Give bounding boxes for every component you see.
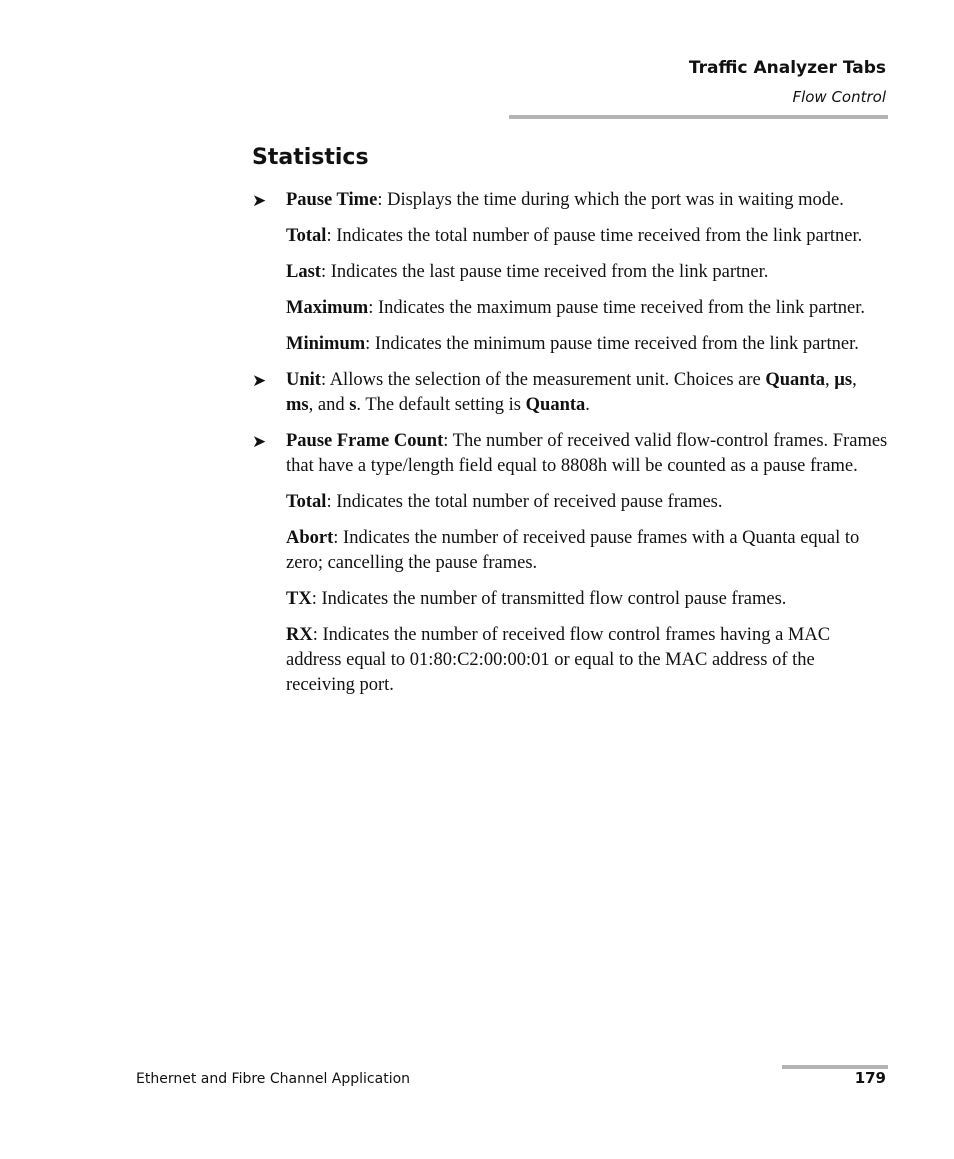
arrow-bullet-icon: ➤ [252, 191, 267, 211]
content [252, 188, 888, 709]
para-frame-tx [286, 587, 888, 612]
term-pause-time: Pause Time [286, 190, 378, 210]
arrow-bullet-icon: ➤ [252, 371, 267, 391]
term-total: Total [286, 492, 327, 512]
term-minimum: Minimum [286, 334, 366, 354]
unit-sep: , and [308, 395, 350, 415]
term-tx: TX [286, 589, 312, 609]
unit-sep: , [825, 370, 835, 390]
header-rule [509, 115, 888, 119]
unit-choice-us: µs [834, 370, 853, 390]
section-title: Statistics [252, 145, 369, 170]
term-maximum: Maximum [286, 298, 369, 318]
para-pause-maximum [286, 296, 888, 321]
running-header-subtitle: Flow Control [792, 88, 886, 106]
desc-pause-time: : Displays the time during which the port was in waiting mode. [377, 190, 844, 210]
unit-choice-s: s [349, 395, 357, 415]
desc-minimum: : Indicates the minimum pause time received from the link partner. [365, 334, 859, 354]
para-frame-abort [286, 526, 888, 576]
desc-tx: : Indicates the number of transmitted flow control pause frames. [311, 589, 787, 609]
unit-choice-quanta: Quanta [765, 370, 825, 390]
bullet-pause-time [252, 188, 888, 213]
term-abort: Abort [286, 528, 334, 548]
desc-maximum: : Indicates the maximum pause time received from the link partner. [368, 298, 865, 318]
para-frame-total [286, 490, 888, 515]
desc-total: : Indicates the total number of pause time received from the link partner. [326, 226, 863, 246]
desc-rx: : Indicates the number of received flow control frames having a MAC address equal to 01:80:C2:00:00:01 or equal to the MAC address of the receiving port. [286, 625, 831, 695]
term-unit: Unit [286, 370, 321, 390]
para-pause-total [286, 224, 888, 249]
desc-abort: : Indicates the number of received pause frames with a Quanta equal to zero; cancelling the pause frames. [286, 528, 860, 573]
desc-pause-frame-count: : The number of received valid flow-control frames. Frames that have a type/length field equal to 8808h will be counted as a pause frame. [286, 431, 888, 476]
desc-unit: : Allows the selection of the measurement unit. Choices are [320, 370, 766, 390]
term-last: Last [286, 262, 321, 282]
desc-unit-default: . The default setting is [356, 395, 526, 415]
unit-choice-ms: ms [286, 395, 309, 415]
running-header-title: Traffic Analyzer Tabs [688, 58, 886, 78]
term-rx: RX [286, 625, 313, 645]
footer-doc-title: Ethernet and Fibre Channel Application [136, 1071, 411, 1087]
unit-end: . [585, 395, 590, 415]
desc-total: : Indicates the total number of received pause frames. [326, 492, 723, 512]
page-number: 179 [854, 1069, 886, 1087]
para-pause-minimum [286, 332, 888, 357]
term-pause-frame-count: Pause Frame Count [286, 431, 444, 451]
bullet-unit [252, 368, 888, 418]
arrow-bullet-icon: ➤ [252, 432, 267, 452]
unit-sep: , [852, 370, 857, 390]
para-pause-last [286, 260, 888, 285]
term-total: Total [286, 226, 327, 246]
desc-last: : Indicates the last pause time received from the link partner. [320, 262, 769, 282]
bullet-pause-frame-count [252, 429, 888, 479]
unit-default-quanta: Quanta [525, 395, 586, 415]
para-frame-rx [286, 623, 888, 698]
